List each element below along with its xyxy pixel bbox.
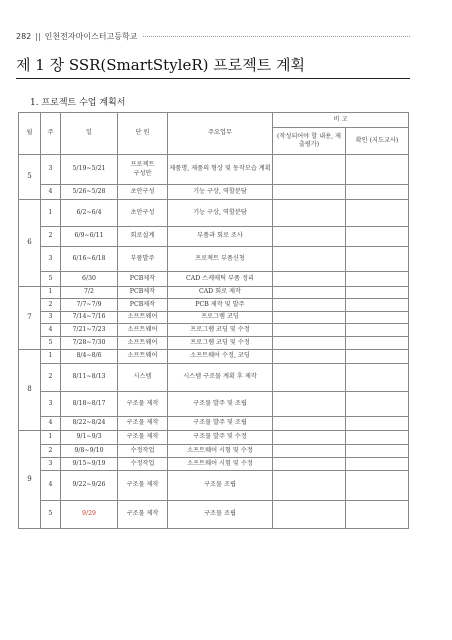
unit-cell: 구조물 제작 — [118, 417, 168, 431]
remarks-confirm-cell — [346, 501, 409, 529]
week-cell: 4 — [41, 185, 61, 200]
day-cell: 6/16~6/18 — [61, 247, 118, 272]
day-cell: 6/30 — [61, 272, 118, 287]
month-cell: 7 — [19, 287, 41, 350]
remarks-content-cell — [273, 272, 346, 287]
unit-cell: 시스템 — [118, 364, 168, 392]
remarks-confirm-cell — [346, 458, 409, 471]
task-cell: 구조물 조립 — [168, 501, 273, 529]
task-cell: PCB 제작 및 발주 — [168, 299, 273, 312]
table-row — [19, 501, 409, 529]
remarks-content-cell — [273, 458, 346, 471]
day-cell: 6/9~6/11 — [61, 227, 118, 247]
remarks-content-cell — [273, 185, 346, 200]
task-cell: 부품과 회로 조사 — [168, 227, 273, 247]
table-row — [19, 392, 409, 417]
month-cell: 9 — [19, 431, 41, 529]
page-header — [16, 30, 410, 42]
day-cell: 7/2 — [61, 287, 118, 299]
remarks-confirm-cell — [346, 324, 409, 337]
remarks-confirm-cell — [346, 227, 409, 247]
week-cell: 3 — [41, 155, 61, 185]
title-underline — [16, 78, 410, 79]
week-cell: 2 — [41, 299, 61, 312]
table-row — [19, 471, 409, 501]
week-cell: 3 — [41, 247, 61, 272]
remarks-confirm-cell — [346, 431, 409, 445]
task-cell: 구조물 발주 및 조립 — [168, 417, 273, 431]
unit-cell: 수정작업 — [118, 445, 168, 458]
week-cell: 1 — [41, 200, 61, 227]
remarks-content-cell — [273, 299, 346, 312]
header-remarks-confirm: 확인 (지도교사) — [346, 128, 409, 155]
plan-body — [19, 155, 409, 529]
remarks-confirm-cell — [346, 247, 409, 272]
task-cell: 기능 구상, 역할분담 — [168, 185, 273, 200]
remarks-confirm-cell — [346, 350, 409, 364]
day-cell: 5/26~5/28 — [61, 185, 118, 200]
week-cell: 3 — [41, 312, 61, 324]
remarks-content-cell — [273, 337, 346, 350]
project-plan-table — [18, 112, 409, 529]
week-cell: 3 — [41, 458, 61, 471]
table-row — [19, 227, 409, 247]
task-cell: 구조물 조립 — [168, 471, 273, 501]
day-cell: 6/2~6/4 — [61, 200, 118, 227]
header-separator: || — [35, 31, 41, 41]
remarks-confirm-cell — [346, 471, 409, 501]
unit-cell: 소프트웨어 — [118, 337, 168, 350]
table-row — [19, 299, 409, 312]
remarks-content-cell — [273, 501, 346, 529]
unit-cell: 구조물 제작 — [118, 431, 168, 445]
remarks-content-cell — [273, 392, 346, 417]
task-cell: 구조물 발주 및 조립 — [168, 392, 273, 417]
week-cell: 1 — [41, 287, 61, 299]
day-cell: 9/8~9/10 — [61, 445, 118, 458]
remarks-confirm-cell — [346, 155, 409, 185]
day-cell: 5/19~5/21 — [61, 155, 118, 185]
header-remarks: 비 고 — [273, 113, 409, 128]
unit-cell: 구조물 제작 — [118, 392, 168, 417]
day-cell: 9/22~9/26 — [61, 471, 118, 501]
school-name: 인천전자마이스터고등학교 — [44, 31, 138, 41]
table-row — [19, 458, 409, 471]
day-cell: 9/29 — [61, 501, 118, 529]
remarks-content-cell — [273, 417, 346, 431]
task-cell: 기능 구상, 역할분담 — [168, 200, 273, 227]
unit-cell: 회로설계 — [118, 227, 168, 247]
day-cell: 7/14~7/16 — [61, 312, 118, 324]
week-cell: 5 — [41, 501, 61, 529]
task-cell: 프로그램 코딩 — [168, 312, 273, 324]
page-number: 282 — [16, 31, 32, 41]
unit-cell: 프로젝트 구성안 — [118, 155, 168, 185]
task-cell: 소프트웨어 시험 및 수정 — [168, 445, 273, 458]
unit-cell: 소프트웨어 — [118, 312, 168, 324]
day-cell: 9/15~9/19 — [61, 458, 118, 471]
day-cell: 9/1~9/3 — [61, 431, 118, 445]
remarks-content-cell — [273, 155, 346, 185]
unit-cell: 초안구성 — [118, 200, 168, 227]
remarks-confirm-cell — [346, 185, 409, 200]
week-cell: 4 — [41, 324, 61, 337]
unit-cell: 소프트웨어 — [118, 350, 168, 364]
day-cell: 8/11~8/13 — [61, 364, 118, 392]
week-cell: 1 — [41, 431, 61, 445]
remarks-confirm-cell — [346, 417, 409, 431]
table-row — [19, 312, 409, 324]
table-row — [19, 247, 409, 272]
remarks-confirm-cell — [346, 200, 409, 227]
header-main-task: 주요업무 — [168, 113, 273, 155]
remarks-content-cell — [273, 312, 346, 324]
table-row — [19, 445, 409, 458]
task-cell: 시스템 구조물 계획 후 제작 — [168, 364, 273, 392]
table-row — [19, 324, 409, 337]
remarks-content-cell — [273, 324, 346, 337]
task-cell: 소프트웨어 수정, 코딩 — [168, 350, 273, 364]
unit-cell: PCB제작 — [118, 299, 168, 312]
table-row — [19, 287, 409, 299]
remarks-confirm-cell — [346, 392, 409, 417]
remarks-content-cell — [273, 431, 346, 445]
day-cell: 7/7~7/9 — [61, 299, 118, 312]
task-cell: 프로그램 코딩 및 수정 — [168, 324, 273, 337]
table-row — [19, 364, 409, 392]
table-row — [19, 200, 409, 227]
table-row — [19, 350, 409, 364]
week-cell: 5 — [41, 272, 61, 287]
remarks-content-cell — [273, 471, 346, 501]
week-cell: 2 — [41, 364, 61, 392]
month-cell: 6 — [19, 200, 41, 287]
header-day: 일 — [61, 113, 118, 155]
week-cell: 1 — [41, 350, 61, 364]
unit-cell: 소프트웨어 — [118, 324, 168, 337]
remarks-confirm-cell — [346, 364, 409, 392]
week-cell: 5 — [41, 337, 61, 350]
month-cell: 5 — [19, 155, 41, 200]
week-cell: 4 — [41, 417, 61, 431]
header-month: 월 — [19, 113, 41, 155]
day-cell: 7/28~7/30 — [61, 337, 118, 350]
table-row — [19, 155, 409, 185]
day-cell: 8/4~8/6 — [61, 350, 118, 364]
remarks-content-cell — [273, 287, 346, 299]
task-cell: CAD 회로 제작 — [168, 287, 273, 299]
week-cell: 4 — [41, 471, 61, 501]
chapter-title: 제 1 장 SSR(SmartStyleR) 프로젝트 계획 — [16, 56, 305, 74]
header-week: 주 — [41, 113, 61, 155]
unit-cell: 구조물 제작 — [118, 471, 168, 501]
day-cell: 7/21~7/23 — [61, 324, 118, 337]
remarks-content-cell — [273, 200, 346, 227]
section-title: 1. 프로젝트 수업 계획서 — [30, 98, 126, 108]
unit-cell: 부품발주 — [118, 247, 168, 272]
task-cell: 소프트웨어 시험 및 수정 — [168, 458, 273, 471]
unit-cell: PCB제작 — [118, 272, 168, 287]
day-cell: 8/18~8/17 — [61, 392, 118, 417]
table-row — [19, 417, 409, 431]
task-cell: 제품명, 제품의 형상 및 동작모습 계획 — [168, 155, 273, 185]
remarks-confirm-cell — [346, 312, 409, 324]
remarks-content-cell — [273, 364, 346, 392]
remarks-confirm-cell — [346, 445, 409, 458]
table-row — [19, 431, 409, 445]
header-dotted-rule — [143, 36, 410, 37]
remarks-confirm-cell — [346, 272, 409, 287]
unit-cell: PCB제작 — [118, 287, 168, 299]
remarks-content-cell — [273, 247, 346, 272]
week-cell: 3 — [41, 392, 61, 417]
week-cell: 2 — [41, 227, 61, 247]
unit-cell: 초안구성 — [118, 185, 168, 200]
table-row — [19, 337, 409, 350]
week-cell: 2 — [41, 445, 61, 458]
remarks-content-cell — [273, 445, 346, 458]
task-cell: 프로그램 코딩 및 수정 — [168, 337, 273, 350]
header-remarks-content: (작성되어야 할 내용, 제출평가) — [273, 128, 346, 155]
task-cell: 프로젝트 부품신청 — [168, 247, 273, 272]
remarks-content-cell — [273, 350, 346, 364]
remarks-confirm-cell — [346, 337, 409, 350]
unit-cell: 수정작업 — [118, 458, 168, 471]
remarks-content-cell — [273, 227, 346, 247]
header-unit: 단 원 — [118, 113, 168, 155]
remarks-confirm-cell — [346, 299, 409, 312]
unit-cell: 구조물 제작 — [118, 501, 168, 529]
remarks-confirm-cell — [346, 287, 409, 299]
task-cell: 구조물 발주 및 수정 — [168, 431, 273, 445]
month-cell: 8 — [19, 350, 41, 431]
table-row — [19, 185, 409, 200]
day-cell: 8/22~8/24 — [61, 417, 118, 431]
table-row — [19, 272, 409, 287]
task-cell: CAD 스케매틱 부품 정리 — [168, 272, 273, 287]
